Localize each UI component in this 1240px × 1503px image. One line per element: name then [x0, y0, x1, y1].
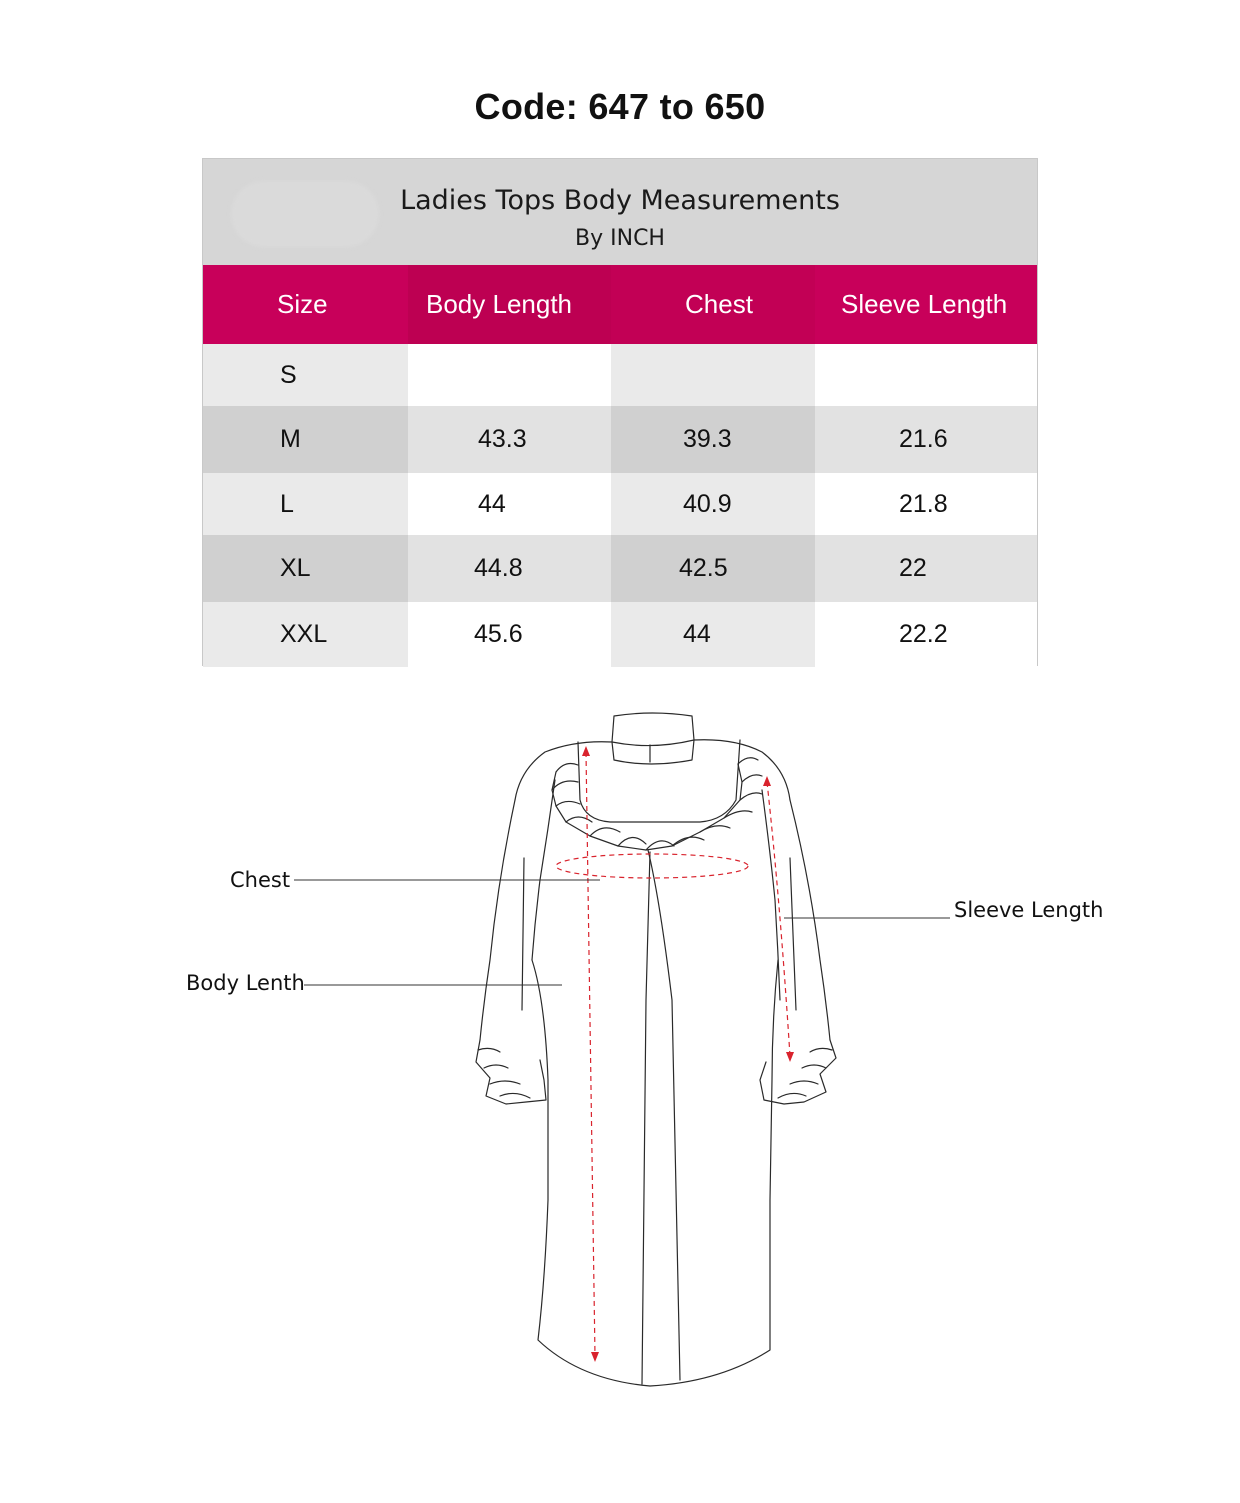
cell-chest: 40.9 [611, 473, 815, 535]
cell-chest: 39.3 [611, 406, 815, 473]
yoke [578, 740, 740, 822]
left-sleeve-outer [480, 800, 515, 1040]
table-row-xxl [203, 602, 1037, 667]
table-row-s [203, 344, 1037, 406]
right-shoulder [694, 740, 790, 800]
center-seam [642, 852, 650, 1384]
cell-sleeve-length: 21.8 [815, 473, 1037, 535]
sleeve-length-label: Sleeve Length [954, 898, 1104, 922]
ruffle-trim [552, 758, 762, 850]
body-length-label: Body Lenth [186, 971, 305, 995]
chart-subtitle: By INCH [575, 226, 665, 251]
table-header-row [203, 265, 1037, 344]
cell-sleeve-length: 21.6 [815, 406, 1037, 473]
cell-size: XXL [203, 602, 408, 667]
column-header-chest: Chest [611, 265, 815, 344]
cell-body-length: 44.8 [408, 535, 611, 602]
column-header-body-length: Body Length [408, 265, 611, 344]
sleeve-length-guide [767, 782, 790, 1056]
cell-body-length: 44 [408, 473, 611, 535]
dress-outline [476, 713, 836, 1386]
cell-sleeve-length: 22.2 [815, 602, 1037, 667]
center-pleat [648, 850, 680, 1380]
collar [612, 713, 694, 746]
chart-title: Ladies Tops Body Measurements [400, 185, 840, 216]
left-cuff [476, 1040, 546, 1104]
ruffle-edge [552, 764, 742, 850]
column-header-sleeve-length: Sleeve Length [815, 265, 1037, 344]
table-row-l [203, 473, 1037, 535]
left-sleeve-inner [532, 780, 555, 960]
cell-body-length: 45.6 [408, 602, 611, 667]
cell-chest: 44 [611, 602, 815, 667]
chest-label: Chest [230, 868, 291, 892]
cell-size: XL [203, 535, 408, 602]
cell-size: S [203, 344, 408, 406]
garment-diagram [0, 690, 1240, 1410]
cell-size: L [203, 473, 408, 535]
cell-body-length: 43.3 [408, 406, 611, 473]
column-header-size: Size [203, 265, 408, 344]
table-row-m [203, 406, 1037, 473]
cell-chest: 42.5 [611, 535, 815, 602]
chart-header [203, 159, 1037, 265]
page-title: Code: 647 to 650 [474, 86, 766, 127]
size-table [203, 265, 1037, 667]
dress-body [532, 960, 778, 1386]
cell-body-length [408, 344, 611, 406]
dress-illustration [0, 690, 1240, 1410]
leader-lines [294, 880, 950, 985]
body-length-guide [586, 752, 595, 1356]
table-row-xl [203, 535, 1037, 602]
left-shoulder [515, 742, 612, 800]
cell-size: M [203, 406, 408, 473]
size-chart [202, 158, 1038, 666]
cell-sleeve-length: 22 [815, 535, 1037, 602]
cell-sleeve-length [815, 344, 1037, 406]
cell-chest [611, 344, 815, 406]
